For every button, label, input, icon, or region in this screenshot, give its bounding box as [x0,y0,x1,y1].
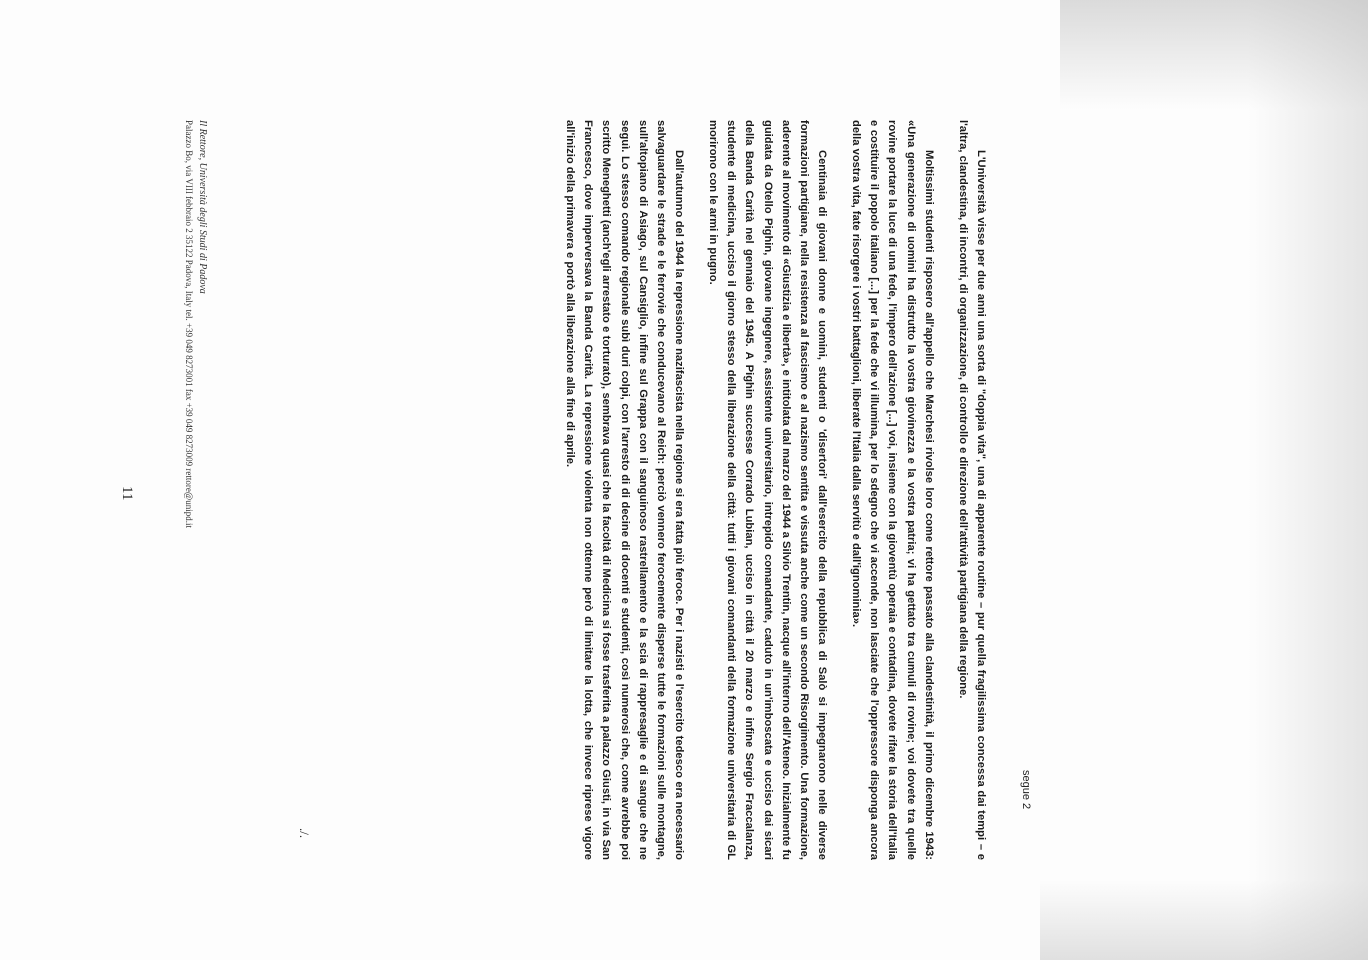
continuation-label: segue 2 [1020,770,1032,810]
footer-address-line: Palazzo Bo, via VIII febbraio 2 35122 Padova, Italy tel. +39 049 8273001 fax +39 049 8273009 rettore@unipd.it [184,120,194,528]
page-number: 11 [119,486,135,501]
letterhead-footer [182,120,211,860]
scan-corner-shadow-bottom [1040,880,1368,960]
paragraph-1: L'Università visse per due anni una sorta di "doppia vita", una di apparente routine – pur quella fragilissima concessa dai tempi – e l'altra, clandestina, di incontri, di organizzazione, di controllo e direzione dell'attività partigiana della regione. [956,120,987,860]
paragraph-2: Moltissimi studenti risposero all'appello che Marchesi rivolse loro come rettore passato alla clandestinità, il primo dicembre 1943: «Una generazione di uomini ha distrutto la vostra giovinezza e la vostra patria; vi ha gettato tra cumuli di rovine; voi dovete tra quelle rovine portare la luce di una fede, l'impero dell'azione [...] voi, insieme con la gioventù operaia e contadina, dovete rifare la storia dell'Italia e costituire il popolo italiano [...] per la fede che vi illumina, per lo sdegno che vi accende, non lasciate che l'oppressore disponga ancora della vostra vita, fate risorgere i vostri battaglioni, liberate l'Italia dalla servitù e dall'ignominia». [850,120,935,860]
document-body [545,120,990,860]
rotated-page [120,0,1040,960]
continuation-mark: ./. [297,828,312,839]
paragraph-3: Centinaia di giovani donne e uomini, studenti o 'disertori' dall'esercito della repubblica di Salò si impegnarono nelle diverse formazioni partigiane, nella resistenza al fascismo e al nazismo sentita e vissuta anche come un secondo Risorgimento. Una formazione, aderente al movimento di «Giustizia e libertà», e intitolata dal marzo del 1944 a Silvio Trentin, nacque all'interno dell'Ateneo. Inizialmente fu guidata da Otello Pighin, giovane ingegnere, assistente universitario, intrepido comandante, caduto in un'imboscata e ucciso dai sicari della Banda Carità nel gennaio del 1945. A Pighin successe Corrado Lubian, ucciso in città il 20 marzo e infine Sergio Fraccalanza, studente di medicina, ucciso il giorno stesso della liberazione della città: tutti i giovani comandanti della formazione universitaria di GL morirono con le armi in pugno. [707,120,829,860]
paragraph-4: Dall'autunno del 1944 la repressione nazifascista nella regione si era fatta più feroce. Per i nazisti e l'esercito tedesco era necessario salvaguardare le strade e le ferrovie che conducevano al Reich: perciò vennero ferocemente disperse tutte le formazioni sulle montagne, sull'altopiano di Asiago, sul Cansiglio, infine sul Grappa con il sanguinoso rastrellamento e la scia di rappresaglie e di sangue che ne seguì. Lo stesso comando regionale subì duri colpi, con l'arresto di di decine di docenti e studenti, così numerosi che, come avrebbe poi scritto Meneghetti (anch'egli arrestato e torturato), sembrava quasi che la facoltà di Medicina si fosse trasferita a palazzo Giusti, in via San Francesco, dove imperversava la Banda Carità. La repressione violenta non ottenne però di limitare la lotta, che invece riprese vigore all'inizio della primavera e portò alla liberazione alla fine di aprile. [564,120,686,860]
scan-edge-shadow [1248,0,1368,960]
footer-rector-line: Il Rettore, Università degli Studi di Padova [197,120,208,294]
scan-corner-shadow-top [1060,0,1368,110]
